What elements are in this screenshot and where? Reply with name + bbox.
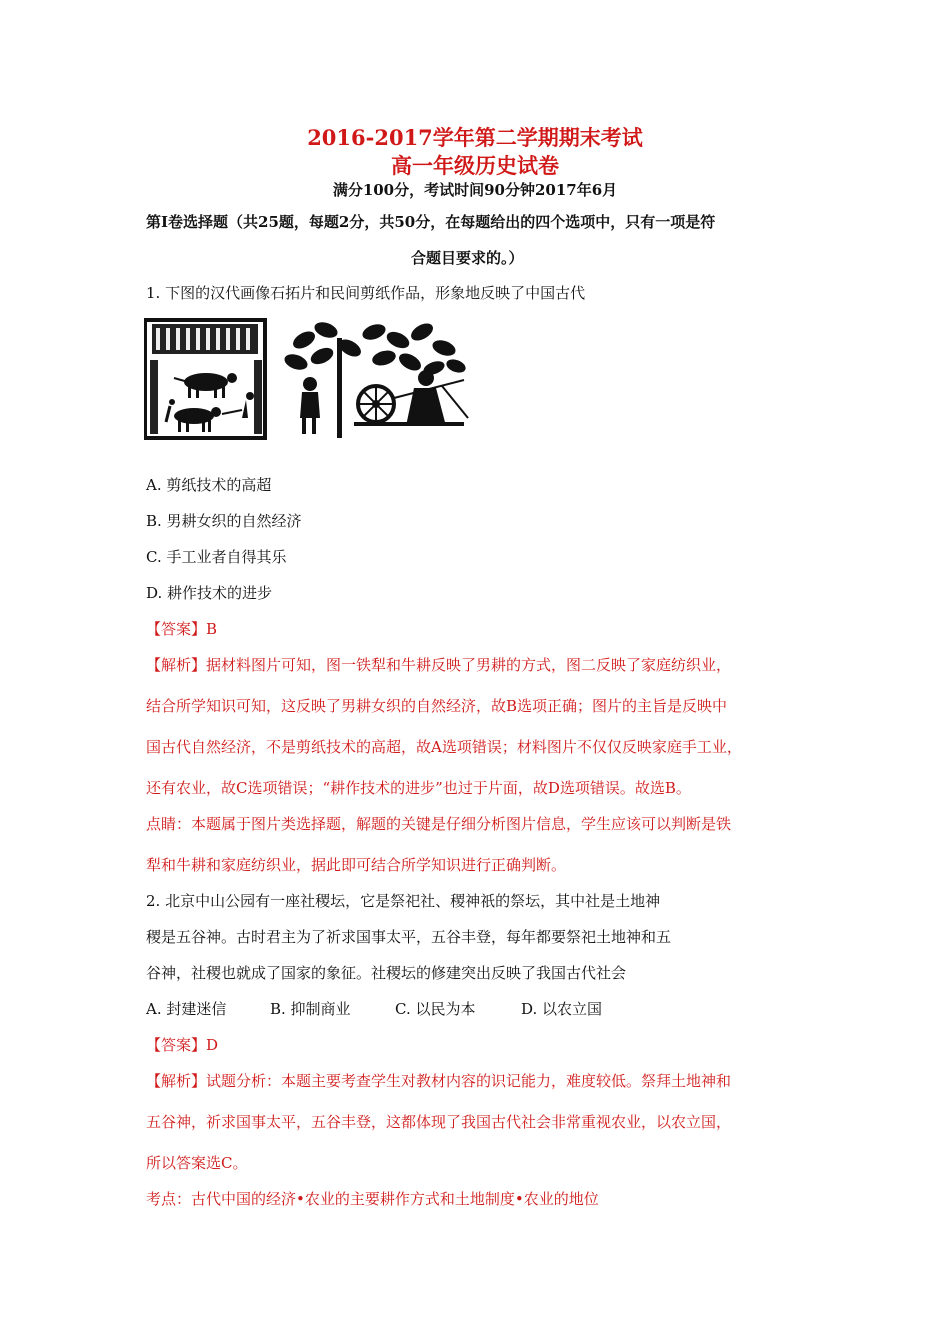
- q2-analysis-line2: 五谷神，祈求国事太平，五谷丰登，这都体现了我国古代社会非常重视农业，以农立国，: [146, 1113, 732, 1131]
- q2-option-a: A. 封建迷信: [146, 1000, 227, 1018]
- q2-stem-line2: 稷是五谷神。古时君主为了祈求国事太平，五谷丰登，每年都要祭祀土地神和五: [146, 928, 672, 946]
- q1-option-b: B. 男耕女织的自然经济: [146, 512, 302, 530]
- q1-analysis-line1: 【解析】据材料图片可知，图一铁犁和牛耕反映了男耕的方式，图二反映了家庭纺织业，: [146, 656, 732, 674]
- q1-option-a: A. 剪纸技术的高超: [146, 476, 272, 494]
- q1-analysis-line4: 还有农业，故C选项错误；“耕作技术的进步”也过于片面，故D选项错误。故选B。: [146, 779, 691, 797]
- exam-title-line1: 2016-2017学年第二学期期末考试: [307, 125, 643, 150]
- q1-answer: 【答案】B: [146, 620, 218, 638]
- q2-answer: 【答案】D: [146, 1036, 219, 1054]
- q2-kaodian: 考点：古代中国的经济•农业的主要耕作方式和土地制度•农业的地位: [146, 1190, 599, 1208]
- q1-stem: 1. 下图的汉代画像石拓片和民间剪纸作品，形象地反映了中国古代: [146, 284, 586, 302]
- q2-analysis-line1: 【解析】试题分析：本题主要考查学生对教材内容的识记能力，难度较低。祭拜土地神和: [146, 1072, 732, 1090]
- q2-analysis-line3: 所以答案选C。: [146, 1154, 248, 1172]
- section-instruction-line1: 第Ⅰ卷选择题（共25题，每题2分，共50分，在每题给出的四个选项中，只有一项是符: [146, 213, 716, 231]
- section-instruction-line2: 合题目要求的。）: [411, 249, 524, 267]
- q2-option-d: D. 以农立国: [521, 1000, 603, 1018]
- q2-stem-line3: 谷神，社稷也就成了国家的象征。社稷坛的修建突出反映了我国古代社会: [146, 964, 627, 982]
- q1-comment-line2: 犁和牛耕和家庭纺织业，据此即可结合所学知识进行正确判断。: [146, 856, 567, 874]
- q1-comment-line1: 点睛：本题属于图片类选择题，解题的关键是仔细分析图片信息，学生应该可以判断是铁: [146, 815, 732, 833]
- q2-options-row: [146, 998, 602, 1019]
- q1-figures: [144, 318, 474, 442]
- q1-analysis-line3: 国古代自然经济，不是剪纸技术的高超，故A选项错误；材料图片不仅仅反映家庭手工业，: [146, 738, 742, 756]
- stone-rubbing-image: [145, 320, 265, 438]
- exam-title-line2: 高一年级历史试卷: [391, 153, 559, 178]
- q1-analysis-line2: 结合所学知识可知，这反映了男耕女织的自然经济，故B选项正确；图片的主旨是反映中: [146, 697, 728, 715]
- q2-option-b: B. 抑制商业: [270, 1000, 351, 1018]
- q1-option-d: D. 耕作技术的进步: [146, 584, 273, 602]
- q1-option-c: C. 手工业者自得其乐: [146, 548, 287, 566]
- q2-stem-line1: 2. 北京中山公园有一座社稷坛，它是祭祀社、稷神祇的祭坛，其中社是土地神: [146, 892, 661, 910]
- papercut-image: [282, 319, 468, 438]
- exam-subtitle: 满分100分，考试时间90分钟2017年6月: [332, 181, 618, 199]
- q2-option-c: C. 以民为本: [395, 1000, 476, 1018]
